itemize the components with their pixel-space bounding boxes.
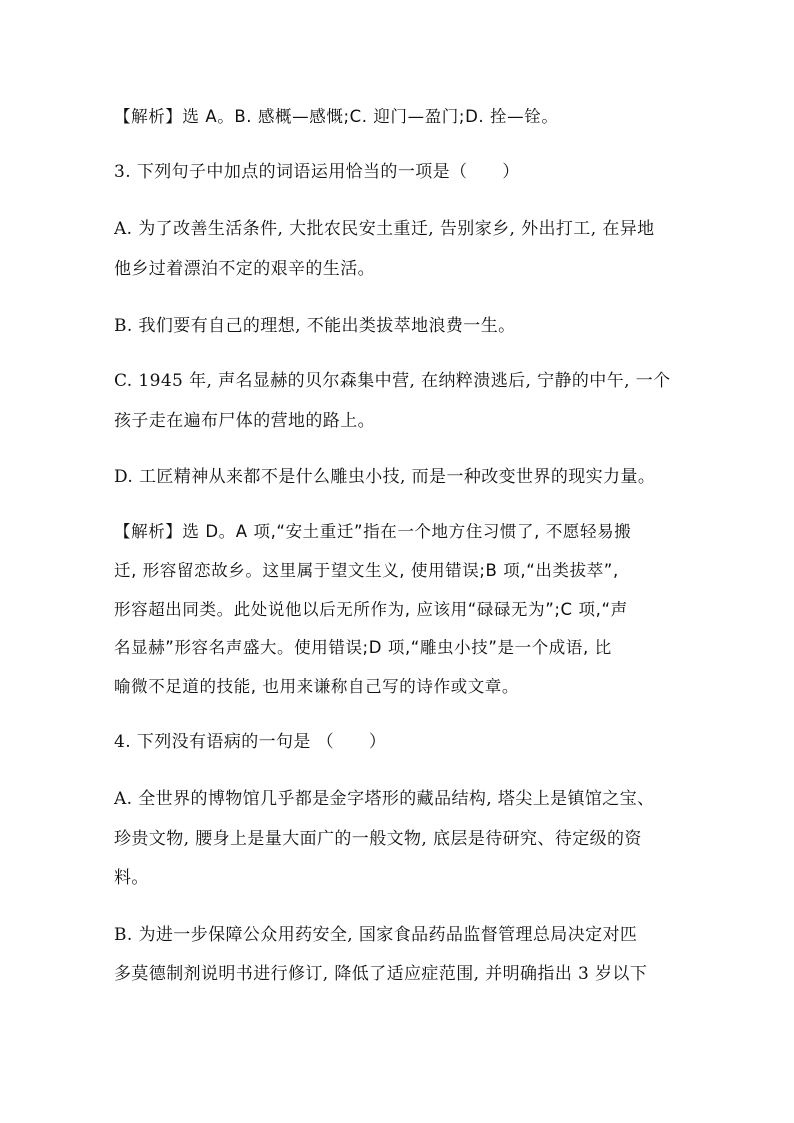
q4-option-a-line-2: 珍贵文物, 腰身上是量大面广的一般文物, 底层是待研究、待定级的资 — [114, 829, 642, 849]
analysis-q3-line-3: 形容超出同类。此处说他以后无所作为, 应该用“碌碌无为”;C 项,“声 — [114, 600, 628, 619]
q3-option-a-line-2: 他乡过着漂泊不定的艰辛的生活。 — [114, 259, 375, 279]
q4-option-b-line-2: 多莫德制剂说明书进行修订, 降低了适应症范围, 并明确指出 3 岁以下 — [114, 964, 648, 984]
q4-option-a-line-3: 料。 — [114, 868, 149, 888]
q3-option-c-line-1: C. 1945 年, 声名显赫的贝尔森集中营, 在纳粹溃逃后, 宁静的中午, 一个 — [114, 371, 671, 391]
question-4-stem: 4. 下列没有语病的一句是 （ ） — [114, 732, 387, 752]
analysis-q3-line-2: 迁, 形容留恋故乡。这里属于望文生义, 使用错误;B 项,“出类拔萃”, — [114, 561, 619, 580]
q4-option-b-line-1: B. 为进一步保障公众用药安全, 国家食品药品监督管理总局决定对匹 — [114, 925, 638, 945]
q4-option-a-line-1: A. 全世界的博物馆几乎都是金字塔形的藏品结构, 塔尖上是镇馆之宝、 — [114, 789, 655, 809]
analysis-q2-line-1: 【解析】选 A。B. 感概—感慨;C. 迎门—盈门;D. 拴—铨。 — [114, 107, 559, 126]
question-3-stem: 3. 下列句子中加点的词语运用恰当的一项是（ ） — [114, 162, 520, 182]
analysis-q3-line-5: 喻微不足道的技能, 也用来谦称自己写的诗作或文章。 — [114, 677, 519, 696]
q3-option-c-line-2: 孩子走在遍布尸体的营地的路上。 — [114, 411, 375, 431]
q3-option-d: D. 工匠精神从来都不是什么雕虫小技, 而是一种改变世界的现实力量。 — [114, 467, 656, 487]
q3-option-a-line-1: A. 为了改善生活条件, 大批农民安土重迁, 告别家乡, 外出打工, 在异地 — [114, 219, 655, 239]
analysis-q3-line-1: 【解析】选 D。A 项,“安土重迁”指在一个地方住习惯了, 不愿轻易搬 — [114, 522, 632, 541]
analysis-q3-line-4: 名显赫”形容名声盛大。使用错误;D 项,“雕虫小技”是一个成语, 比 — [114, 638, 612, 657]
q3-option-b: B. 我们要有自己的理想, 不能出类拔萃地浪费一生。 — [114, 316, 516, 336]
